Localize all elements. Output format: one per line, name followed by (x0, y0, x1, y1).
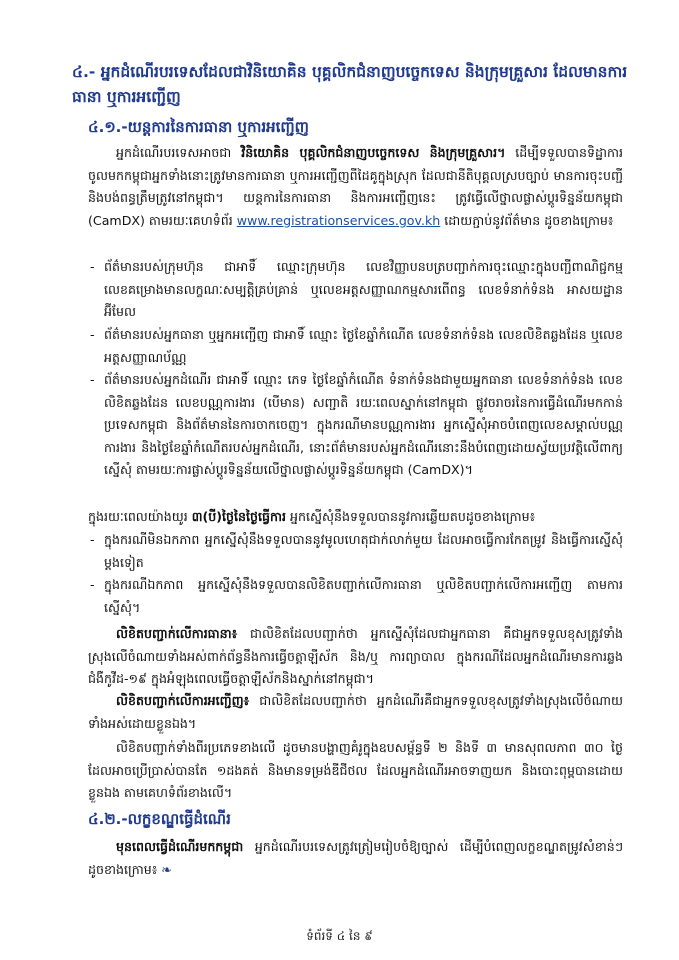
section-4-heading: ៤.- អ្នកដំណើរបរទេសដែលជាវិនិយោគិន បុគ្គលិកជំនាញបច្ចេកទេស និងក្រុមគ្រួសារ ដែលមានការធានា ឬការអញ្ជើញ (72, 63, 628, 106)
response-bold: ៣(បី)ថ្ងៃនៃថ្ងៃធ្វើការ (191, 509, 287, 524)
bullet-approved (90, 574, 623, 619)
registration-link[interactable]: www.registrationservices.gov.kh (236, 212, 441, 228)
intro-bold: វិនិយោគិន បុគ្គលិកជំនាញបច្ចេកទេស និងក្រុមគ្រួសារ។ (241, 145, 506, 160)
lead-bold: មុនពេលធ្វើដំណើរមកកម្ពុជា (116, 839, 244, 854)
bullet-dash: - (90, 327, 95, 342)
invitation-bold: លិខិតបញ្ជាក់លើការអញ្ជើញ៖ (116, 693, 250, 708)
section-4-2-heading: ៤.២.-លក្ខខណ្ឌធ្វើដំណើរ (88, 810, 231, 828)
bullet-text: ព័ត៌មានរបស់អ្នកធានា ឬអ្នកអញ្ជើញ ជាអាទិ៍ ឈ្មោះ ថ្ងៃខែឆ្នាំកំណើត លេខទំនាក់ទំនង លេខលិខិតឆ្លងដែន ឬលេខអត្តសញ្ញាណប័ណ្ណ (104, 327, 623, 365)
bullet-text: ក្នុងករណីមិនឯកភាព អ្នកស្នើសុំនឹងទទួលបាននូវមូលហេតុជាក់លាក់មួយ ដែលអាចធ្វើការកែតម្រូវ និងធ្វើការស្នើសុំម្តងទៀត (104, 532, 623, 570)
bullet-dash: - (90, 532, 95, 547)
guarantee-letter-paragraph (88, 623, 623, 691)
travel-conditions-paragraph (88, 836, 623, 881)
bullet-text: ក្នុងករណីឯកភាព អ្នកស្នើសុំនឹងទទួលបានលិខិតបញ្ជាក់លើការធានា ឬលិខិតបញ្ជាក់លើការអញ្ជើញ តាមការស្នើសុំ។ (104, 577, 623, 615)
bullet-text: ព័ត៌មានរបស់អ្នកដំណើរ ជាអាទិ៍ ឈ្មោះ ភេទ ថ្ងៃខែឆ្នាំកំណើត ទំនាក់ទំនងជាមួយអ្នកធានា លេខទំនាក់ទំនង លេខលិខិតឆ្លងដែន លេខបណ្ណការងារ (បើមាន) សញ្ជាតិ រយៈពេលស្នាក់នៅកម្ពុជា ផ្លូវចរាចរនៃការធ្វើដំណើរមកកាន់ប្រទេសកម្ពុជា និងព័ត៌មាននៃការចាកចេញ។ ក្នុងករណីមានបណ្ណការងារ អ្នកស្នើសុំអាចបំពេញលេខសម្គាល់បណ្ណការងារ និងថ្ងៃខែឆ្នាំកំណើតរបស់អ្នកដំណើរ, នោះព័ត៌មានរបស់អ្នកដំណើរនោះនឹងបំពេញដោយស្វ័យប្រវត្តិលើពាក្យស្នើសុំ តាមរយៈការផ្លាស់ប្តូរទិន្នន័យលើថ្នាលផ្លាស់ប្តូរទិន្នន័យកម្ពុជា (CamDX)។ (104, 372, 623, 477)
bullet-dash: - (90, 577, 95, 592)
response-paragraph (88, 506, 623, 529)
response-text-1: ក្នុងរយៈពេលយ៉ាងយូរ (88, 509, 192, 524)
guarantee-bold: លិខិតបញ្ជាក់លើការធានា៖ (116, 626, 238, 641)
response-text-2: អ្នកស្នើសុំនឹងទទួលបាននូវការឆ្លើយតបដូចខាងក្រោម៖ (286, 509, 536, 524)
bullet-traveler-info (90, 369, 623, 482)
bullet-guarantor-info (90, 324, 623, 369)
bullet-dash: - (90, 372, 95, 387)
bullet-dash: - (90, 259, 95, 274)
guarantee-text: ជាលិខិតដែលបញ្ជាក់ថា អ្នកស្នើសុំដែលជាអ្នកធានា គឺជាអ្នកទទួលខុសត្រូវទាំងស្រុងលើចំណាយទាំងអស់ពាក់ព័ន្ធនឹងការធ្វើចត្តាឡីស័ក និង/ឬ ការព្យាបាល ក្នុងករណីដែលអ្នកដំណើរមានការឆ្លងជំងឺកូវីដ-១៩ ក្នុងអំឡុងពេលធ្វើចត្តាឡីស័កនិងស្នាក់នៅកម្ពុជា។ (88, 626, 623, 686)
invitation-text: ជាលិខិតដែលបញ្ជាក់ថា អ្នកដំណើរគឺជាអ្នកទទួលខុសត្រូវទាំងស្រុងលើចំណាយទាំងអស់ដោយខ្លួនឯង។ (88, 693, 623, 731)
intro-paragraph (88, 142, 623, 232)
section-4-1-heading: ៤.១.-យន្តការនៃការធានា ឬការអញ្ជើញ (88, 118, 309, 136)
bullet-company-info (90, 256, 623, 324)
bullet-not-approved (90, 529, 623, 574)
intro-text-2: ដើម្បីទទួលបានទិដ្ឋាការចូលមកកម្ពុជាអ្នកទាំងនោះត្រូវមានការធានា ឬការអញ្ជើញពីដៃគូក្នុងស្រុក ដែលជានីតិបុគ្គលស្របច្បាប់ មានការចុះបញ្ជី និងបង់ពន្ធត្រឹមត្រូវនៅកម្ពុជា។ យន្តការនៃការធានា និងការអញ្ជើញនេះ ត្រូវធ្វើលើថ្នាលផ្លាស់ប្តូរទិន្នន័យកម្ពុជា (CamDX) តាមរយៈគេហទំព័រ (88, 145, 623, 228)
validity-paragraph: លិខិតបញ្ជាក់ទាំងពីរប្រភេទខាងលើ ដូចមានបង្ហាញគំរូក្នុងឧបសម្ព័ន្ធទី ២ និងទី ៣ មានសុពលភាព ៣០ ថ្ងៃ ដែលអាចប្រើប្រាស់បានតែ ១ដងគត់ និងមានទម្រង់ឌីជីថល ដែលអ្នកដំណើរអាចទាញយក និងបោះពុម្ពបានដោយខ្លួនឯង តាមគេហទំព័រខាងលើ។ (88, 740, 623, 800)
intro-text-3: ដោយភ្ជាប់នូវព័ត៌មាន ដូចខាងក្រោម៖ (440, 212, 614, 228)
flower-ornament-icon: ❧ (161, 861, 172, 877)
lead-text: អ្នកដំណើរបរទេសត្រូវត្រៀមរៀបចំឱ្យច្បាស់ ដើម្បីបំពេញលក្ខខណ្ឌតម្រូវសំខាន់ៗ ដូចខាងក្រោម៖ (88, 839, 623, 877)
invitation-letter-paragraph (88, 690, 623, 735)
bullet-text: ព័ត៌មានរបស់ក្រុមហ៊ុន ជាអាទិ៍ ឈ្មោះក្រុមហ៊ុន លេខវិញ្ញាបនបត្របញ្ជាក់ការចុះឈ្មោះក្នុងបញ្ជីពាណិជ្ជកម្ម លេខគម្រោងមានលក្ខណៈសម្បត្តិគ្រប់គ្រាន់ ឬលេខអត្តសញ្ញាណកម្មសារពើពន្ធ លេខទំនាក់ទំនង អាសយដ្ឋាន អ៊ីមែល (104, 259, 623, 319)
page-number: ទំព័រទី ៤ នៃ ៩ (306, 929, 373, 943)
intro-text-1: អ្នកដំណើរបរទេសអាចជា (116, 145, 242, 160)
